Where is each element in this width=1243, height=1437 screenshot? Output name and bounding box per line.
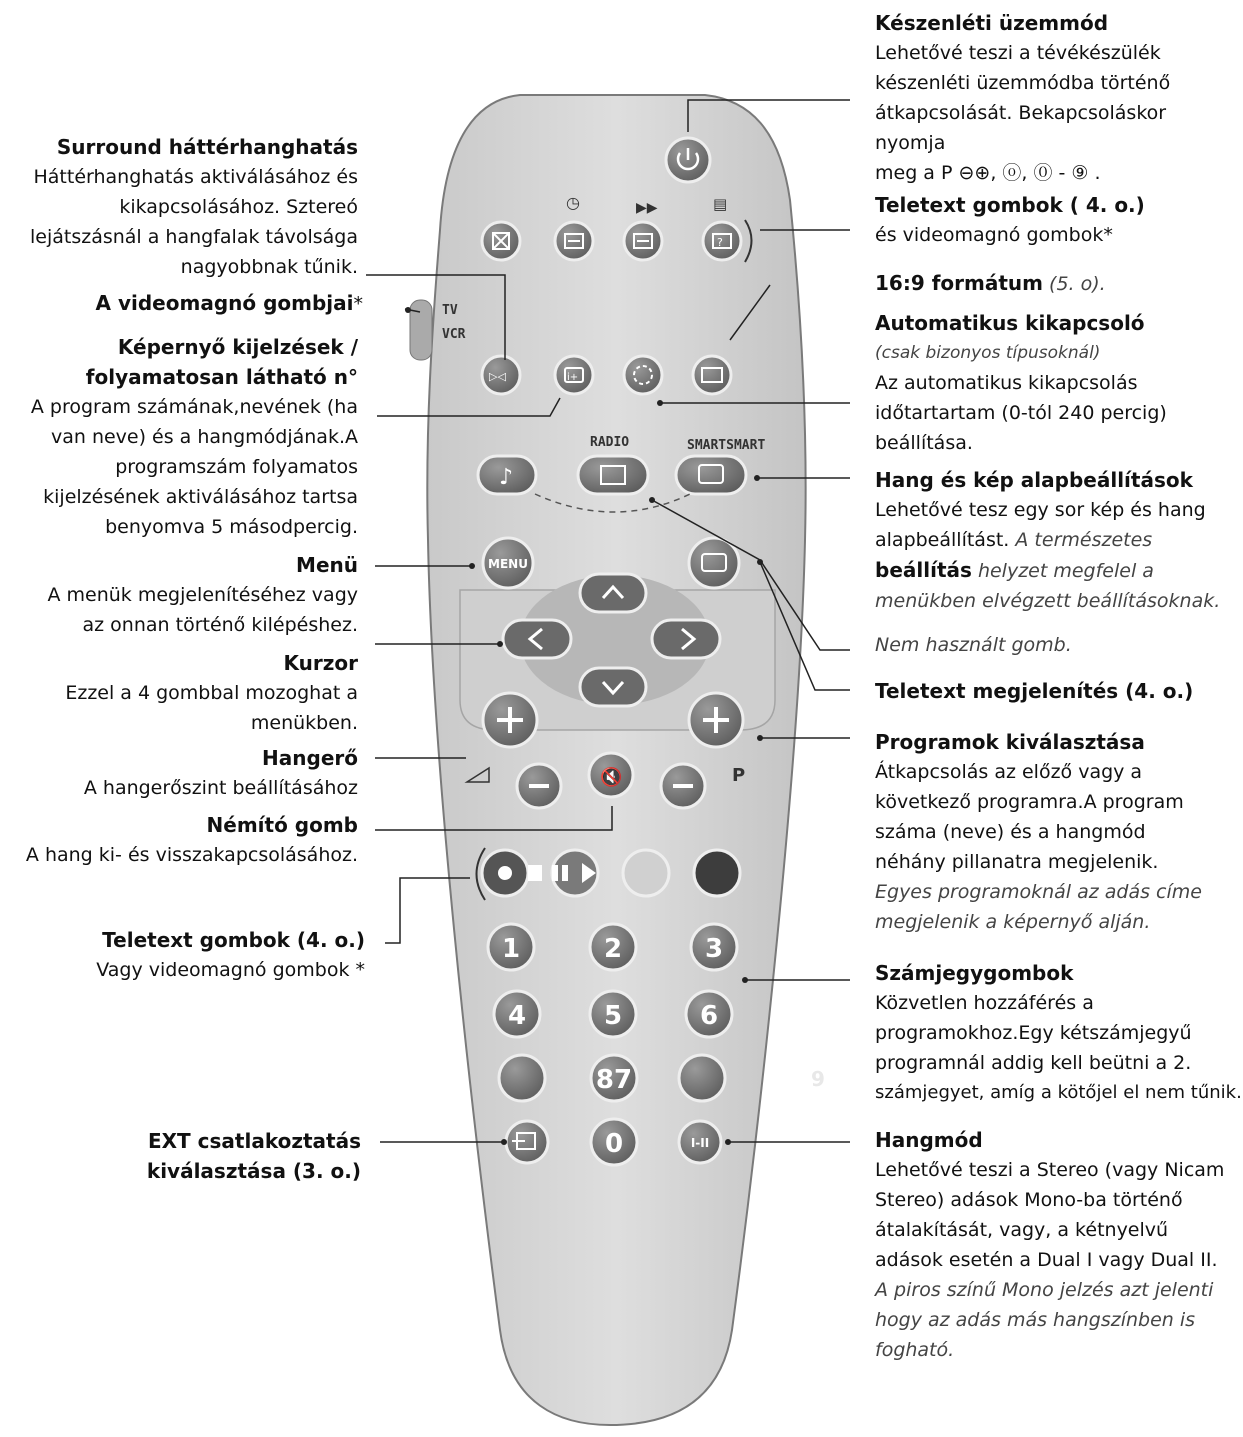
annotation-teletext-display xyxy=(875,676,1240,706)
annotation-line: nagyobbnak tűnik. xyxy=(180,256,358,278)
annotation-line: átalakítását, vagy, a kétnyelvű xyxy=(875,1219,1169,1241)
annotation-teletext-buttons-right xyxy=(875,190,1240,250)
annotation-cursor xyxy=(0,648,358,738)
annotation-line: Lehetővé teszi a Stereo (vagy Nicam xyxy=(875,1159,1225,1181)
annotation-menu xyxy=(0,550,358,640)
annotation-title: Automatikus kikapcsoló xyxy=(875,311,1145,335)
annotation-bold-word: beállítás xyxy=(875,558,972,582)
annotation-title: Képernyő kijelzések / xyxy=(117,335,358,359)
annotation-sleep-timer xyxy=(875,308,1240,458)
svg-text:0: 0 xyxy=(604,1129,624,1159)
switch-vcr-label: VCR xyxy=(442,327,466,342)
annotation-line: Lehetővé tesz egy sor kép és hang xyxy=(875,499,1206,521)
annotation-note: Nem használt gomb. xyxy=(875,634,1072,656)
svg-text:▷◁: ▷◁ xyxy=(489,370,506,383)
annotation-title: Teletext megjelenítés (4. o.) xyxy=(875,679,1194,703)
annotation-line: kijelzésének aktiválásához tartsa xyxy=(43,486,358,508)
annotation-program-select xyxy=(875,727,1240,937)
annotation-line: meg a P ⊖⊕, ⓞ, ⓪ - ⑨ . xyxy=(875,162,1101,184)
page-reference: (5. o). xyxy=(1049,273,1106,295)
annotation-line: adások esetén a Dual I vagy Dual II. xyxy=(875,1249,1218,1271)
smart-label: SMARTSMART xyxy=(687,438,766,453)
svg-text:i+: i+ xyxy=(567,372,579,383)
radio-label: RADIO xyxy=(590,435,630,450)
annotation-line: alapbeállítást. xyxy=(875,529,1010,551)
annotation-line: programnál addig kell beütni a 2. xyxy=(875,1052,1192,1074)
annotation-volume xyxy=(0,743,358,803)
annotation-line: beállítása. xyxy=(875,432,973,454)
annotation-title: Hangerő xyxy=(262,746,358,770)
annotation-sound-mode xyxy=(875,1125,1240,1365)
annotation-title: A videomagnó gombjai xyxy=(95,291,354,315)
annotation-line: Háttérhanghatás aktiválásához és xyxy=(33,166,358,188)
annotation-surround xyxy=(0,132,358,282)
annotation-title: Hang és kép alapbeállítások xyxy=(875,468,1193,492)
svg-text:I-II: I-II xyxy=(690,1136,710,1150)
annotation-note: Egyes programoknál az adás címe xyxy=(875,881,1202,903)
annotation-line: következő programra.A program xyxy=(875,791,1184,813)
svg-text:MENU: MENU xyxy=(488,557,528,571)
svg-text:4: 4 xyxy=(507,1001,527,1031)
annotation-line: benyomva 5 másodpercig. xyxy=(105,516,358,538)
annotation-line: az onnan történő kilépéshez. xyxy=(82,614,358,636)
annotation-title: EXT csatlakoztatás xyxy=(147,1129,361,1153)
annotation-note: fogható. xyxy=(875,1339,955,1361)
annotation-line: Vagy videomagnó gombok * xyxy=(96,959,365,981)
annotation-title-2: folyamatosan látható n° xyxy=(85,365,358,389)
annotation-line: Közvetlen hozzáférés a xyxy=(875,992,1094,1014)
annotation-line: számjegyet, amíg a kötőjel el nem tűnik. xyxy=(875,1082,1242,1103)
annotation-line: A program számának,nevének (ha xyxy=(30,396,358,418)
svg-text:♪: ♪ xyxy=(499,465,514,490)
annotation-digits xyxy=(875,958,1243,1108)
annotation-line: A menük megjelenítéséhez vagy xyxy=(47,584,358,606)
annotation-title: Menü xyxy=(296,553,358,577)
svg-text:2: 2 xyxy=(603,934,623,964)
annotation-title-2: kiválasztása (3. o.) xyxy=(146,1159,361,1183)
switch-tv-label: TV xyxy=(442,303,458,318)
annotation-title: Némító gomb xyxy=(206,813,358,837)
annotation-title: Kurzor xyxy=(283,651,358,675)
annotation-note: menükben elvégzett beállításoknak. xyxy=(875,590,1221,612)
asterisk: * xyxy=(353,293,363,315)
svg-text:87: 87 xyxy=(595,1065,633,1095)
annotation-line: kikapcsolásához. Sztereó xyxy=(119,196,358,218)
annotation-note: hogy az adás más hangszínben is xyxy=(875,1309,1196,1331)
annotation-line: Átkapcsolás az előző vagy a xyxy=(875,761,1143,783)
annotation-mute xyxy=(0,810,358,870)
annotation-line: van neve) és a hangmódjának.A xyxy=(50,426,358,448)
annotation-line: átkapcsolását. Bekapcsoláskor nyomja xyxy=(875,102,1167,154)
annotation-line: A hangerőszint beállításához xyxy=(83,777,358,799)
clock-icon: ◷ xyxy=(566,193,580,212)
annotation-line: száma (neve) és a hangmód xyxy=(875,821,1146,843)
annotation-line: készenléti üzemmódba történő xyxy=(875,72,1171,94)
annotation-note: helyzet megfelel a xyxy=(977,560,1154,582)
annotation-note: A piros színű Mono jelzés azt jelenti xyxy=(875,1279,1214,1301)
annotation-line: menükben. xyxy=(250,712,358,734)
fast-forward-icon: ▶▶ xyxy=(636,200,658,216)
annotation-line: Lehetővé teszi a tévékészülék xyxy=(875,42,1161,64)
annotation-unused-button xyxy=(875,630,1240,660)
annotation-note: megjelenik a képernyő alján. xyxy=(875,911,1151,933)
annotation-osd xyxy=(0,332,358,542)
svg-text:🔇: 🔇 xyxy=(600,767,623,788)
svg-text:1: 1 xyxy=(501,934,521,964)
annotation-line: és videomagnó gombok* xyxy=(875,224,1113,246)
svg-text:?: ? xyxy=(717,236,723,249)
annotation-line: Stereo) adások Mono-ba történő xyxy=(875,1189,1183,1211)
annotation-16-9 xyxy=(875,268,1240,299)
annotation-smart-settings xyxy=(875,465,1240,616)
annotation-line: néhány pillanatra megjelenik. xyxy=(875,851,1159,873)
annotation-line: programokhoz.Egy kétszámjegyű xyxy=(875,1022,1192,1044)
program-label: P xyxy=(732,765,746,786)
annotation-title: Teletext gombok ( 4. o.) xyxy=(875,193,1145,217)
annotation-line: lejátszásnál a hangfalak távolsága xyxy=(29,226,358,248)
svg-text:3: 3 xyxy=(704,934,724,964)
list-icon: ▤ xyxy=(713,195,728,213)
svg-text:6: 6 xyxy=(699,1001,719,1031)
annotation-note: A természetes xyxy=(1015,529,1153,551)
annotation-standby xyxy=(875,8,1240,188)
annotation-title: Teletext gombok (4. o.) xyxy=(102,928,365,952)
annotation-title: 16:9 formátum xyxy=(875,271,1043,295)
annotation-title: Hangmód xyxy=(875,1128,983,1152)
annotation-note: (csak bizonyos típusoknál) xyxy=(875,343,1101,363)
annotation-vcr-buttons xyxy=(3,288,363,319)
annotation-line: Az automatikus kikapcsolás xyxy=(875,372,1138,394)
annotation-title: Számjegygombok xyxy=(875,961,1074,985)
svg-text:5: 5 xyxy=(603,1001,623,1031)
annotation-ext xyxy=(1,1126,361,1186)
annotation-line: A hang ki- és visszakapcsolásához. xyxy=(25,844,358,866)
annotation-teletext-buttons-left xyxy=(5,925,365,985)
annotation-title: Programok kiválasztása xyxy=(875,730,1145,754)
annotation-title: Készenléti üzemmód xyxy=(875,11,1109,35)
annotation-line: időtartartam (0-tól 240 percig) xyxy=(875,402,1167,424)
annotation-line: programszám folyamatos xyxy=(115,456,358,478)
ghost-digit-9: 9 xyxy=(811,1067,825,1091)
annotation-title: Surround háttérhanghatás xyxy=(56,135,358,159)
annotation-line: Ezzel a 4 gombbal mozoghat a xyxy=(65,682,358,704)
